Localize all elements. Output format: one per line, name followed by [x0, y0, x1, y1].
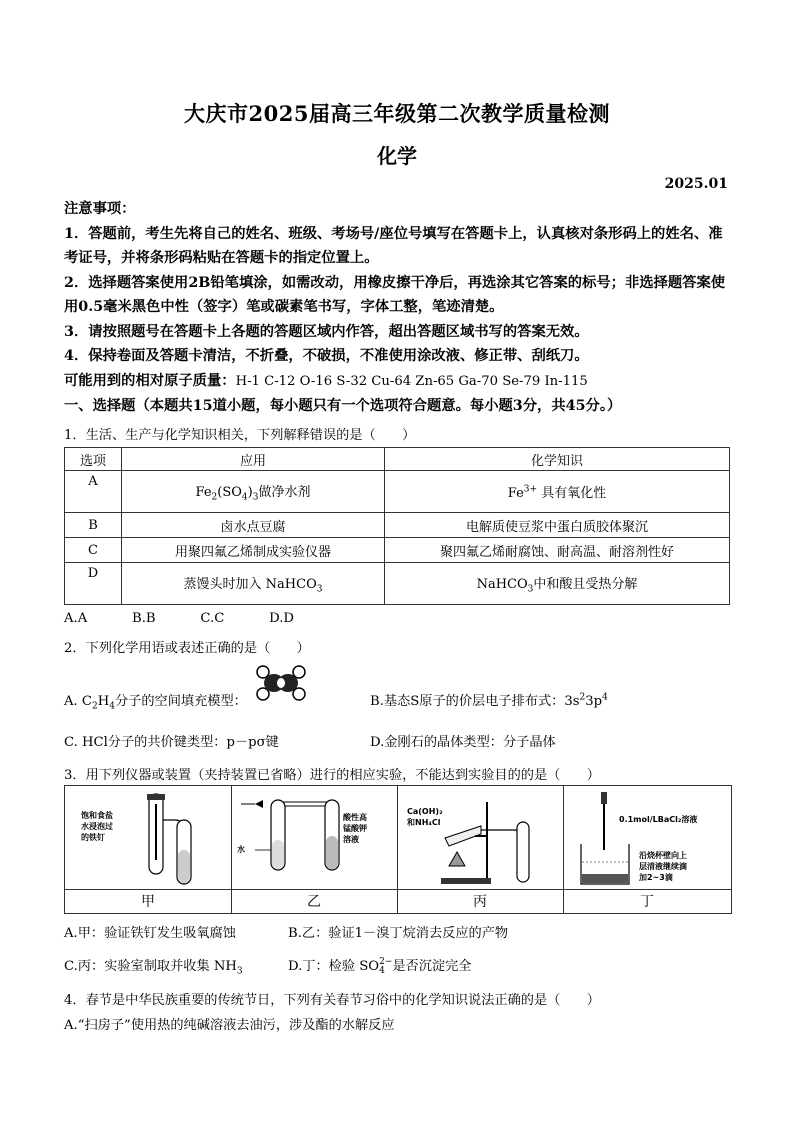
- row-option: C: [65, 538, 122, 563]
- row-application: $Fe_2(SO_4)_3$做净水剂: [122, 471, 385, 513]
- atomic-mass-line: [64, 369, 734, 395]
- header-option: 选项: [65, 448, 122, 471]
- table-row: [65, 563, 730, 605]
- q3-stem: 3．用下列仪器或装置（夹持装置已省略）进行的相应实验，不能达到实验目的的是（ ）: [64, 768, 600, 783]
- notes-section: [64, 197, 734, 419]
- subject-title: 化学: [377, 144, 417, 168]
- q2-option-a: A. $C_2H_4$分子的空间填充模型：: [64, 694, 247, 712]
- q2-option-c: C. HCl分子的共价键类型：p－pσ键: [64, 735, 279, 750]
- q3-apparatus-table: [64, 785, 732, 914]
- ethylene-model-icon: [255, 665, 307, 701]
- yi-water-label: 水: [237, 845, 245, 854]
- ding-top-label: 0.1mol/LBaCl₂溶液: [619, 815, 698, 824]
- q2-stem: 2．下列化学用语或表述正确的是（ ）: [64, 641, 310, 656]
- q3-option-a: A.甲：验证铁钉发生吸氧腐蚀: [64, 926, 236, 941]
- note-item: 4．保持卷面及答题卡清洁，不折叠，不破损，不准使用涂改液、修正带、刮纸刀。: [64, 348, 589, 364]
- table-row: [65, 513, 730, 538]
- q2-option-d: D.金刚石的晶体类型：分子晶体: [370, 735, 556, 750]
- page-title: 大庆市2025届高三年级第二次教学质量检测: [184, 101, 610, 126]
- label-bing: 丙: [397, 889, 564, 914]
- choice-c: C.C: [200, 611, 225, 626]
- choice-b: B.B: [132, 611, 156, 626]
- q2-option-b: B.基态S原子的价层电子排布式：$3s^23p^4$: [370, 692, 608, 709]
- table-row: [65, 471, 730, 513]
- row-knowledge: $Fe^{3+}$ 具有氧化性: [385, 471, 730, 513]
- row-application: 蒸馒头时加入 NaHCO$_3$: [122, 563, 385, 605]
- row-option: D: [65, 563, 122, 605]
- table-row: [65, 538, 730, 563]
- q1-table: [64, 447, 730, 605]
- notes-heading: 注意事项：: [64, 201, 136, 217]
- q3-option-d: D.丁：检验 SO 2− 4 是否沉淀完全: [288, 956, 472, 976]
- q3-option-c: C.丙：实验室制取并收集 $NH_3$: [64, 959, 243, 977]
- q4-stem: 4．春节是中华民族重要的传统节日，下列有关春节习俗中的化学知识说法正确的是（ ）: [64, 993, 600, 1008]
- choice-d: D.D: [269, 611, 294, 626]
- row-option: A: [65, 471, 122, 513]
- q4-option-a: A.“扫房子”使用热的纯碱溶液去油污，涉及酯的水解反应: [64, 1018, 395, 1033]
- bing-heating-icon: [405, 792, 555, 888]
- note-item: 2．选择题答案使用2B铅笔填涂，如需改动，用橡皮擦干净后，再选涂其它答案的标号；非选择题答案使用0.5毫米黑色中性（签字）笔或碳素笔书写，字体工整，笔迹清楚。: [64, 274, 726, 315]
- jia-tube-icon: [135, 790, 225, 886]
- header-knowledge: 化学知识: [385, 448, 730, 471]
- row-knowledge: NaHCO$_3$中和酸且受热分解: [385, 563, 730, 605]
- apparatus-ding: [563, 786, 731, 889]
- choice-a: A.A: [64, 611, 88, 626]
- row-knowledge: 电解质使豆浆中蛋白质胶体聚沉: [385, 513, 730, 538]
- jia-caption: 饱和食盐 水浸泡过 的铁钉: [81, 811, 113, 842]
- atomic-mass-values: H-1 C-12 O-16 S-32 Cu-64 Zn-65 Ga-70 Se-79 In-115: [235, 373, 588, 389]
- exam-date: 2025.01: [664, 176, 728, 192]
- section1-heading: 一、选择题（本题共15道小题，每小题只有一个选项符合题意。每小题3分，共45分。）: [64, 398, 622, 414]
- table-header-row: [65, 448, 730, 471]
- label-ding: 丁: [563, 889, 731, 914]
- label-jia: 甲: [65, 889, 232, 914]
- q3-option-b: B.乙：验证1－溴丁烷消去反应的产物: [288, 926, 509, 941]
- row-application: 卤水点豆腐: [122, 513, 385, 538]
- bing-caption: Ca(OH)₂ 和NH₄Cl: [407, 807, 443, 827]
- label-yi: 乙: [231, 889, 398, 914]
- row-knowledge: 聚四氟乙烯耐腐蚀、耐高温、耐溶剂性好: [385, 538, 730, 563]
- apparatus-bing: [397, 786, 564, 889]
- apparatus-yi: [231, 786, 398, 889]
- note-item: 1．答题前，考生先将自己的姓名、班级、考场号/座位号填写在答题卡上，认真核对条形码上的姓名、准考证号，并将条形码粘贴在答题卡的指定位置上。: [64, 225, 723, 266]
- note-item: 3．请按照题号在答题卡上各题的答题区域内作答，超出答题区域书写的答案无效。: [64, 323, 589, 340]
- row-option: B: [65, 513, 122, 538]
- row-application: 用聚四氟乙烯制成实验仪器: [122, 538, 385, 563]
- ding-caption: 沿烧杯壁向上 层清液继续滴 加2~3滴: [639, 851, 687, 882]
- atomic-mass-label: 可能用到的相对原子质量：: [64, 372, 236, 389]
- q1-choices: [64, 611, 294, 626]
- ding-beaker-icon: [573, 790, 647, 888]
- header-application: 应用: [122, 448, 385, 471]
- apparatus-jia: [65, 786, 232, 889]
- q1-stem: 1．生活、生产与化学知识相关，下列解释错误的是（ ）: [64, 428, 416, 443]
- yi-caption: 酸性高 锰酸钾 溶液: [343, 813, 367, 844]
